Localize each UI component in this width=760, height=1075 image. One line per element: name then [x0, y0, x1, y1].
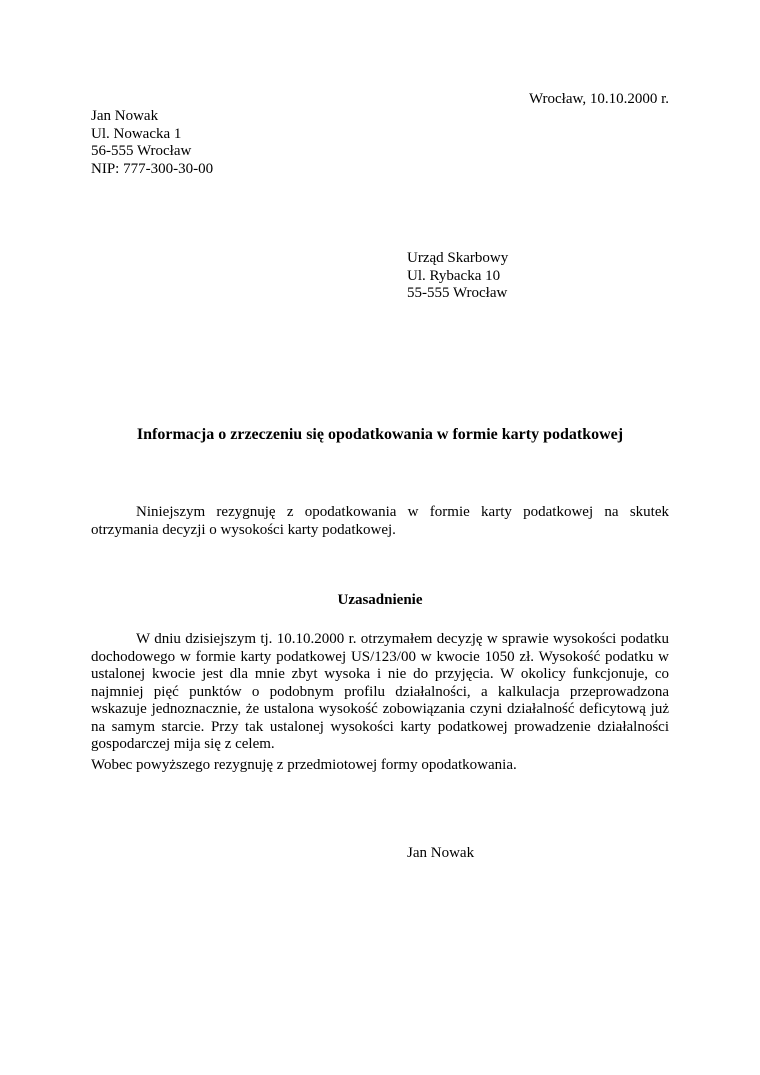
sender-nip: NIP: 777-300-30-00 — [91, 160, 214, 177]
place-date: Wrocław, 10.10.2000 r. — [528, 91, 669, 107]
sender-address-block — [91, 108, 213, 178]
intro-paragraph: Niniejszym rezygnuję z opodatkowania w formie karty podatkowej na skutek otrzymania decyzji o wysokości karty podatkowej. — [91, 504, 669, 538]
recipient-street: Ul. Rybacka 10 — [407, 267, 501, 284]
sender-city: 56-555 Wrocław — [91, 143, 192, 159]
document-title: Informacja o zrzeczeniu się opodatkowania w formie karty podatkowej — [136, 426, 624, 443]
recipient-city: 55-555 Wrocław — [407, 285, 508, 301]
sender-name: Jan Nowak — [91, 108, 159, 124]
signature: Jan Nowak — [407, 845, 475, 861]
justification-paragraph: W dniu dzisiejszym tj. 10.10.2000 r. otrzymałem decyzję w sprawie wysokości podatku dochodowego w formie karty podatkowej US/123/00 w kwocie 1050 zł. Wysokość podatku w ustalonej kwocie jest dla mnie zbyt wysoka i nie do przyjęcia. W okolicy funkcjonuje, co najmniej pięć punktów o podobnym profilu działalności, a kalkulacja przeprowadzona wskazuje jednoznacznie, że ustalona wysokość zobowiązania czyni działalność deficytową już na samym starcie. Przy tak ustalonej wysokości karty podatkowej prowadzenie działalności gospodarczej mija się z celem. — [91, 631, 669, 752]
sender-street: Ul. Nowacka 1 — [91, 125, 182, 142]
recipient-address-block — [407, 250, 508, 303]
justification-heading: Uzasadnienie — [337, 592, 423, 608]
conclusion-paragraph: Wobec powyższego rezygnuję z przedmiotowej formy opodatkowania. — [91, 757, 517, 773]
recipient-office: Urząd Skarbowy — [407, 250, 509, 266]
